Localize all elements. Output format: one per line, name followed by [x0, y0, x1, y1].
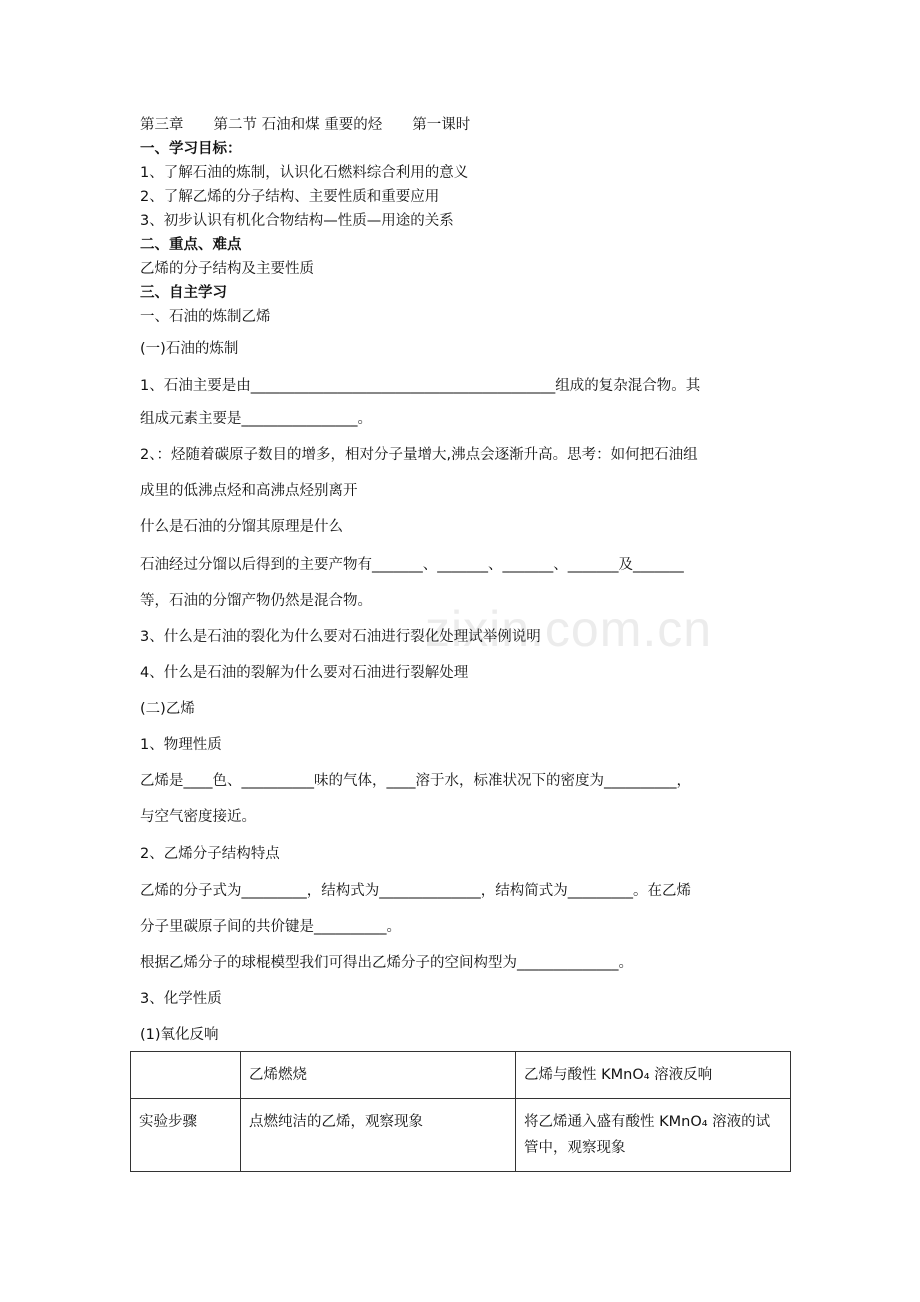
structure-line: 分子里碳原子间的共价键是__________。 — [140, 919, 401, 935]
chapter-label: 第三章 — [140, 117, 184, 133]
table-row — [131, 1099, 791, 1172]
goal-item: 1、了解石油的炼制，认识化石燃料综合利用的意义 — [140, 165, 469, 181]
question-3: 3、什么是石油的裂化为什么要对石油进行裂化处理试举例说明 — [140, 629, 541, 645]
question-2-line: 成里的低沸点烃和高沸点烃别离开 — [140, 483, 358, 499]
experiment-table — [130, 1051, 791, 1172]
physical-properties-title: 1、物理性质 — [140, 737, 222, 753]
table-header-cell — [131, 1052, 241, 1099]
goal-item: 3、初步认识有机化合物结构—性质—用途的关系 — [140, 213, 454, 229]
question-2-line: 2、：烃随着碳原子数目的增多，相对分子量增大,沸点会逐渐升高。思考：如何把石油组 — [140, 447, 698, 463]
part2-title: (二)乙烯 — [140, 701, 195, 717]
physical-properties-line: 与空气密度接近。 — [140, 809, 256, 825]
question-2-line: 什么是石油的分馏其原理是什么 — [140, 519, 343, 535]
question-2-line: 等，石油的分馏产物仍然是混合物。 — [140, 593, 372, 609]
goal-item: 2、了解乙烯的分子结构、主要性质和重要应用 — [140, 189, 440, 205]
topic-label: 石油和煤 重要的烃 — [261, 117, 383, 133]
oxidation-title: (1)氧化反响 — [140, 1027, 219, 1043]
structure-line: 乙烯的分子式为_________，结构式为______________，结构简式为_________。在乙烯 — [140, 883, 691, 899]
question-2-line: 石油经过分馏以后得到的主要产物有_______、_______、_______、_______及_______ — [140, 557, 684, 573]
question-1-line: 1、石油主要是由__________________________________________组成的复杂混合物。其 — [140, 378, 701, 394]
table-header-cell: 乙烯与酸性 KMnO₄ 溶液反响 — [516, 1052, 791, 1099]
table-cell: 点燃纯洁的乙烯，观察现象 — [241, 1099, 516, 1172]
self-study-heading: 三、自主学习 — [140, 285, 227, 301]
self-study-subheading: 一、石油的炼制乙烯 — [140, 309, 271, 325]
structure-line: 根据乙烯分子的球棍模型我们可得出乙烯分子的空间构型为______________。 — [140, 955, 633, 971]
chemical-properties-title: 3、化学性质 — [140, 991, 222, 1007]
table-cell: 实验步骤 — [131, 1099, 241, 1172]
key-points-text: 乙烯的分子结构及主要性质 — [140, 261, 314, 277]
table-header-cell: 乙烯燃烧 — [241, 1052, 516, 1099]
question-1-line: 组成元素主要是________________。 — [140, 411, 372, 427]
section-label: 第二节 — [213, 117, 257, 133]
goals-heading: 一、学习目标： — [140, 141, 242, 157]
watermark: zixin.com.cn — [425, 601, 713, 657]
part1-title: (一)石油的炼制 — [140, 341, 239, 357]
structure-title: 2、乙烯分子结构特点 — [140, 846, 280, 862]
physical-properties-line: 乙烯是____色、__________味的气体，____溶于水，标准状况下的密度为__________， — [140, 773, 691, 789]
lesson-label: 第一课时 — [412, 117, 471, 133]
key-points-heading: 二、重点、难点 — [140, 237, 242, 253]
question-4: 4、什么是石油的裂解为什么要对石油进行裂解处理 — [140, 665, 469, 681]
table-header-row — [131, 1052, 791, 1099]
document-header — [140, 116, 470, 134]
table-cell: 将乙烯通入盛有酸性 KMnO₄ 溶液的试管中，观察现象 — [516, 1099, 791, 1172]
